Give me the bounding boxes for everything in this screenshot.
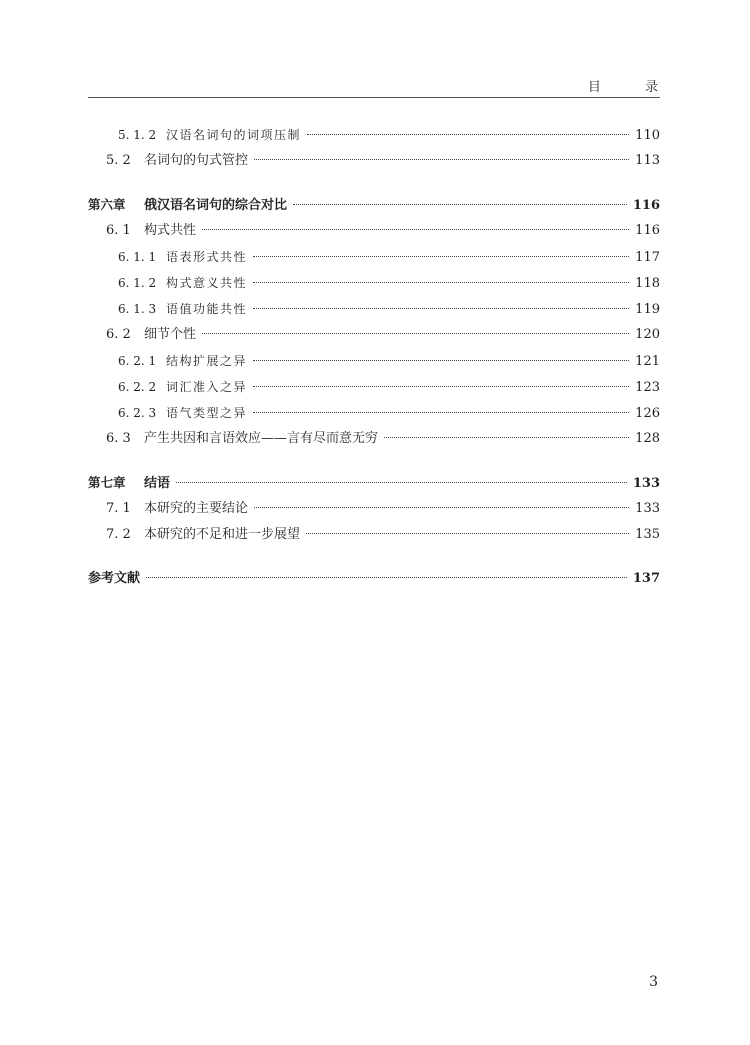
leader-dots xyxy=(307,134,629,135)
toc-entry-title: 细节个性 xyxy=(144,327,197,342)
toc-entry-title: 产生共因和言语效应——言有尽而意无穷 xyxy=(144,431,379,446)
section-gap xyxy=(88,174,660,192)
toc-entry-page: 118 xyxy=(635,276,660,291)
toc-entry[interactable] xyxy=(88,296,660,322)
toc-references-title: 参考文献 xyxy=(88,571,141,586)
toc-entry-page: 128 xyxy=(635,431,660,446)
toc-entry-number: 6. 1. 2 xyxy=(118,276,157,290)
leader-dots xyxy=(202,229,629,230)
toc-entry-title: 本研究的主要结论 xyxy=(144,501,249,516)
toc-entry-page: 116 xyxy=(632,198,660,213)
leader-dots xyxy=(384,437,629,438)
leader-dots xyxy=(253,386,629,387)
toc-entry[interactable] xyxy=(88,244,660,270)
toc-entry[interactable] xyxy=(88,374,660,400)
toc-entry-page: 126 xyxy=(635,406,660,421)
toc-entry[interactable] xyxy=(88,426,660,452)
toc-entry-title: 汉语名词句的词项压制 xyxy=(166,128,302,142)
toc-references-entry[interactable] xyxy=(88,566,660,592)
toc-entry-page: 123 xyxy=(635,380,660,395)
running-header: 目 录 xyxy=(587,80,678,95)
toc-entry-page: 116 xyxy=(635,223,660,238)
toc-chapter-title: 结语 xyxy=(144,476,171,491)
leader-dots xyxy=(254,159,629,160)
toc-entry[interactable] xyxy=(88,496,660,522)
toc-entry-page: 137 xyxy=(632,571,660,586)
toc-entry-title: 构式共性 xyxy=(144,223,197,238)
toc-entry-number: 7. 2 xyxy=(106,527,131,542)
toc-chapter-number: 第七章 xyxy=(88,475,126,490)
leader-dots xyxy=(306,533,629,534)
page-number: 3 xyxy=(649,974,658,990)
toc-entry-page: 121 xyxy=(635,354,660,369)
toc-chapter-number: 第六章 xyxy=(88,197,126,212)
leader-dots xyxy=(293,204,627,205)
leader-dots xyxy=(253,412,629,413)
leader-dots xyxy=(254,507,629,508)
leader-dots xyxy=(253,308,629,309)
leader-dots xyxy=(253,360,629,361)
toc-entry-title: 语值功能共性 xyxy=(166,302,248,316)
toc-entry-title: 语气类型之异 xyxy=(166,406,248,420)
toc-entry-title: 名词句的句式管控 xyxy=(144,153,249,168)
toc-entry-page: 117 xyxy=(635,250,660,265)
toc-entry-number: 6. 2. 1 xyxy=(118,354,157,368)
toc-entry-number: 6. 1. 3 xyxy=(118,302,157,316)
toc-entry-number: 6. 1. 1 xyxy=(118,250,157,264)
toc-entry-number: 6. 3 xyxy=(106,431,131,446)
toc-entry-number: 7. 1 xyxy=(106,501,131,516)
leader-dots xyxy=(202,333,629,334)
toc-entry[interactable] xyxy=(88,522,660,548)
table-of-contents xyxy=(88,122,660,592)
leader-dots xyxy=(176,482,627,483)
toc-entry[interactable] xyxy=(88,270,660,296)
toc-chapter-title: 俄汉语名词句的综合对比 xyxy=(144,198,288,213)
toc-entry-page: 119 xyxy=(635,302,660,317)
toc-entry[interactable] xyxy=(88,218,660,244)
toc-entry-number: 6. 2. 3 xyxy=(118,406,157,420)
toc-chapter-entry[interactable] xyxy=(88,192,660,218)
section-gap xyxy=(88,548,660,566)
toc-entry[interactable] xyxy=(88,322,660,348)
leader-dots xyxy=(253,256,629,257)
leader-dots xyxy=(146,577,627,578)
toc-entry-page: 135 xyxy=(635,527,660,542)
toc-entry[interactable] xyxy=(88,148,660,174)
section-gap xyxy=(88,452,660,470)
toc-entry-title: 本研究的不足和进一步展望 xyxy=(144,527,301,542)
toc-entry-number: 6. 2 xyxy=(106,327,131,342)
toc-entry-title: 语表形式共性 xyxy=(166,250,248,264)
toc-chapter-entry[interactable] xyxy=(88,470,660,496)
toc-entry-number: 5. 2 xyxy=(106,153,131,168)
toc-entry-page: 113 xyxy=(635,153,660,168)
header-rule xyxy=(88,97,660,98)
toc-entry-title: 构式意义共性 xyxy=(166,276,248,290)
toc-entry[interactable] xyxy=(88,122,660,148)
toc-entry-number: 5. 1. 2 xyxy=(118,128,157,142)
toc-entry-page: 133 xyxy=(635,501,660,516)
toc-entry-title: 结构扩展之异 xyxy=(166,354,248,368)
toc-entry-number: 6. 1 xyxy=(106,223,131,238)
toc-entry[interactable] xyxy=(88,400,660,426)
toc-entry-page: 120 xyxy=(635,327,660,342)
toc-entry-page: 110 xyxy=(635,128,660,143)
toc-entry-page: 133 xyxy=(632,476,660,491)
toc-entry-number: 6. 2. 2 xyxy=(118,380,157,394)
toc-entry[interactable] xyxy=(88,348,660,374)
toc-entry-title: 词汇准入之异 xyxy=(166,380,248,394)
leader-dots xyxy=(253,282,629,283)
